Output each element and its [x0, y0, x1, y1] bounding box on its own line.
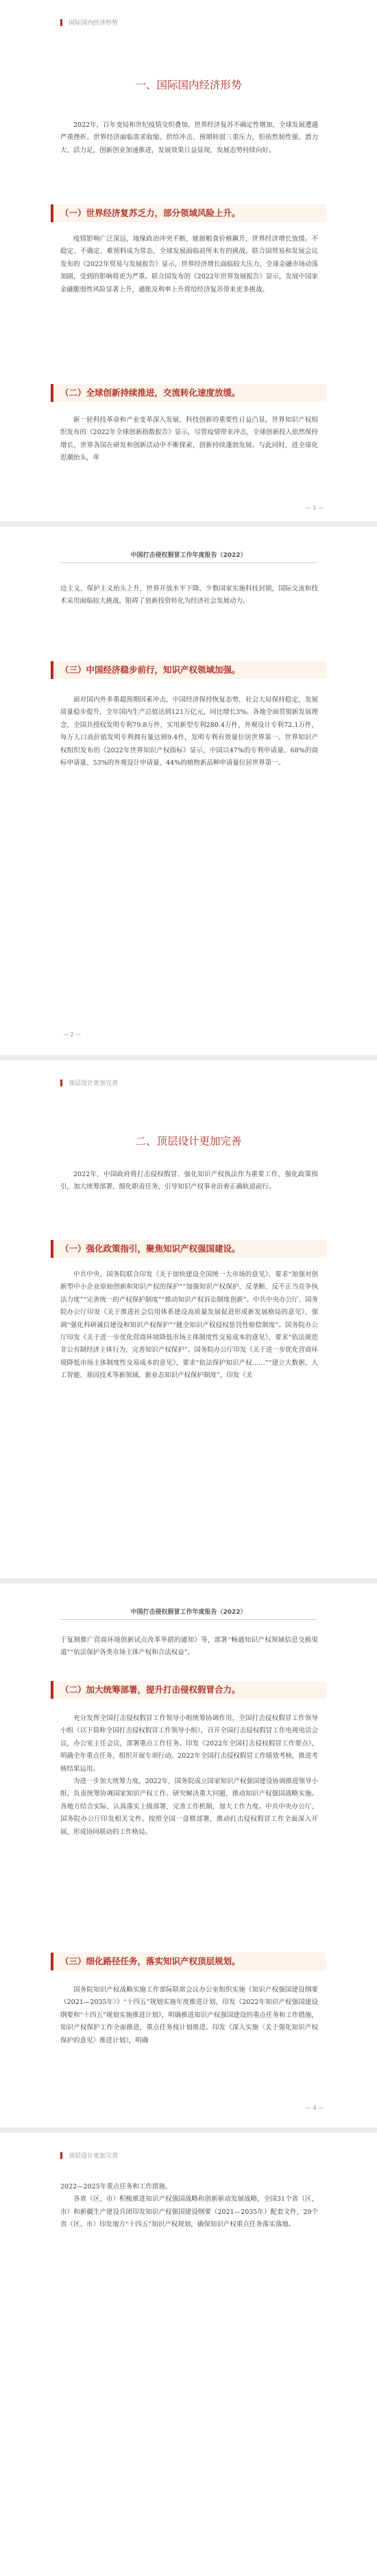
lead-text: 2022年，百年变局和世纪疫情交织叠加，世界经济复苏不确定性增加，全球发展遭遇严重挫折。世界经济面临需求收缩、供给冲击、预期转弱三重压力，但依然韧性强、潜力大、活力足，创新创业加速推进，发展效果日益显现，发展态势持续向好。 [60, 121, 318, 154]
body-text: 国务院知识产权战略实施工作部际联席会议办公室组织实施《知识产权强国建设纲要（2021—2035年）》“十四五”规划实施年度推进计划，印发《2022年知识产权强国建设纲要和“十四五”规划实施推进计划》，明确推进知识产权强国建设的重点任务和工作措施，知识产权保护工作全面推进，重点任务按计划推进。印发《深入实施〈关于强化知识产权保护的意见〉推进计划》，明确 [60, 1986, 318, 2044]
subheading-3: （三）细化路径任务，落实知识产权顶层规划。 [51, 1953, 326, 1970]
body-section-1 [60, 1269, 318, 1571]
subheading-1: （一）强化政策指引，聚焦知识产权强国建设。 [51, 1240, 326, 1258]
subheading-2: （二）全球创新持续推进，交流转化速度放缓。 [51, 384, 326, 402]
page-number: — 4 — [305, 2105, 324, 2111]
body-text: 新一轮科技革命和产业变革深入发展，科技创新的重要性日益凸显，世界知识产权组织发布的《2022年全球创新指数报告》显示，尽管疫情带来冲击，全球创新投入依然保持增长，世界各国在研发和创新活动中不断探索，创新持续蓬勃发展。与此同时，进全球化思潮抬头，单 [60, 416, 318, 462]
subheading-3: （三）中国经济稳步前行，知识产权领域加强。 [51, 661, 326, 679]
chapter-title: 一、国际国内经济形势 [135, 79, 242, 91]
body-text: 充分发挥全国打击侵权假冒工作领导小组统筹协调作用，全国打击侵权假冒工作领导小组（以下简称全国打击侵权假冒工作领导小组），召开全国打击侵权假冒工作电视电话会议，办公室主任会议，部署重点工作任务。印发《2022年全国打击侵权假冒工作要点》，明确全年重点任务，组织开展专项行动。2022年全国打击侵权假冒工作绩效考核，推进考核结果运用。 [60, 1715, 318, 1773]
subheading-2: （二）加大统筹部署，提升打击侵权假冒合力。 [51, 1681, 326, 1699]
body-text: 疫情影响广泛深远，地缘政治冲突不断，能源粮食价格飙升，世界经济增长放缓。不稳定、不确定、难预料成为常态，全球发展面临前所未有的挑战。联合国贸易和发展会议发布的《2022年贸易与发展报告》显示，世界经济增长面临较大压力，全球金融市场动荡加剧，受到的影响将更为严重。联合国发布的《2022年世界发展报告》显示，发展中国家金融脆弱性风险显著上升，通胀及利率上升将给经济复苏带来更多挑战。 [60, 235, 318, 294]
body-section-3 [60, 1984, 318, 2101]
running-head: 顶层设计更加完善 [60, 2151, 118, 2160]
body-section-3 [60, 694, 318, 872]
lead-paragraph [60, 1169, 318, 1222]
continued-text [60, 2181, 318, 2318]
running-head: 国际国内经济形势 [60, 18, 118, 27]
body-text: 2022—2025年重点任务和工作措施。 [60, 2183, 172, 2191]
body-text: 中共中央、国务院联合印发《关于加快建设全国统一大市场的意见》，要求“加强对创新型中小企业原始创新和知识产权的保护”“加强知识产权保护、反垄断、反不正当竞争执法力度”“完善统一的产权保护制度”“推动知识产权诉讼制度创新”。中共中央办公厅、国务院办公厅印发《关于推进社会信用体系建设高质量发展促进形成新发展格局的意见》，强调“强化科研诚信建设和知识产权保护”“健全知识产权侵权惩罚性赔偿制度”。国务院办公厅印发《关于进一步优化营商环境降低市场主体制度性交易成本的意见》，要求“依法规范非公有制经济主体行为，完善知识产权保护”。国务院办公厅印发《关于进一步优化营商环境降低市场主体制度性交易成本的意见》，要求“依法保护知识产权……”“建立大数据、人工智能、基因技术等新领域、新业态知识产权保护制度”，印发《关 [60, 1271, 318, 1380]
body-text: 各省（区、市）积极推进知识产权强国战略和创新驱动发展战略，全国31个省（区、市）和新疆生产建设兵团印发知识产权强国建设纲要（2021—2035年）配套文件，29个省（区、市）印发地方“十四五”知识产权规划，确保知识产权重点任务落实落地。 [60, 2195, 318, 2229]
body-text: 为进一步加大统筹力度，2022年，国务院成立国家知识产权强国建设协调推进领导小组，负责统筹协调国家知识产权工作。研究解决重大问题，推动知识产权强国战略实施。各地方结合实际，认真落实上级部署，完善工作机制，加大工作力度。中共中央办公厅、国务院办公厅印发相关文件。按照全国一盘棋部署，推动打击侵权假冒工作全面深入开展，形成协同联动的工作格局。 [60, 1778, 318, 1836]
report-page-2 [0, 527, 377, 1055]
running-head: 顶层设计更加完善 [60, 1078, 118, 1087]
body-text: 于复制推广营商环境创新试点改革举措的通知》等，部署“畅通知识产权领域信息交换渠道”“依法保护各类市场主体产权和合法权益”。 [60, 1636, 318, 1657]
body-section-2 [60, 1713, 318, 1943]
body-text: 边主义、保护主义抬头上升，世界开放水平下降，少数国家实施科技封锁，国际交流和技术采用面临较大挑战，阻碍了创新投资转化为经济社会发展动力。 [60, 585, 318, 606]
body-text: 面对国内外多重超预期因素冲击，中国经济保持恢复态势，社会大局保持稳定，发展质量稳步提升，全年国内生产总值达到121万亿元，同比增长3%。各地全面贯彻新发展理念，全国共授权发明专利79.8万件，实用新型专利280.4万件，外观设计专利72.1万件，每万人口高价值发明专利拥有量达到9.4件，发明专利有效量位居世界第一。世界知识产权组织发布的《2022年世界知识产权指标》显示，中国以47%的专利申请量、68%的商标申请量、53%的外观设计申请量、44%的植物新品种申请量位居世界第一。 [60, 696, 318, 767]
subheading-1: （一）世界经济复苏乏力，部分领域风险上升。 [51, 204, 326, 222]
body-section-1 [60, 233, 318, 347]
running-head: 中国打击侵权假冒工作年度报告（2022） [130, 1609, 247, 1616]
body-section-2 [60, 414, 318, 503]
running-head: 中国打击侵权假冒工作年度报告（2022） [130, 552, 247, 559]
report-page-1 [0, 0, 377, 521]
lead-text: 2022年，中国政府将打击侵权假冒、强化知识产权执法作为重要工作，强化政策指引，加大统筹部署，细化职责任务，引导知识产权事业沿着正确轨道前行。 [60, 1171, 318, 1191]
page-number: — 2 — [63, 1031, 82, 1038]
report-page-3 [0, 1060, 377, 1578]
continued-text [60, 1634, 318, 1662]
header-rule [60, 562, 317, 563]
header-rule [60, 1619, 317, 1620]
chapter-title: 二、顶层设计更加完善 [135, 1135, 242, 1147]
lead-paragraph [60, 119, 318, 173]
report-page-5 [0, 2133, 377, 2576]
page-number: — 1 — [305, 505, 324, 511]
report-page-4 [0, 1584, 377, 2127]
continued-text [60, 583, 318, 624]
